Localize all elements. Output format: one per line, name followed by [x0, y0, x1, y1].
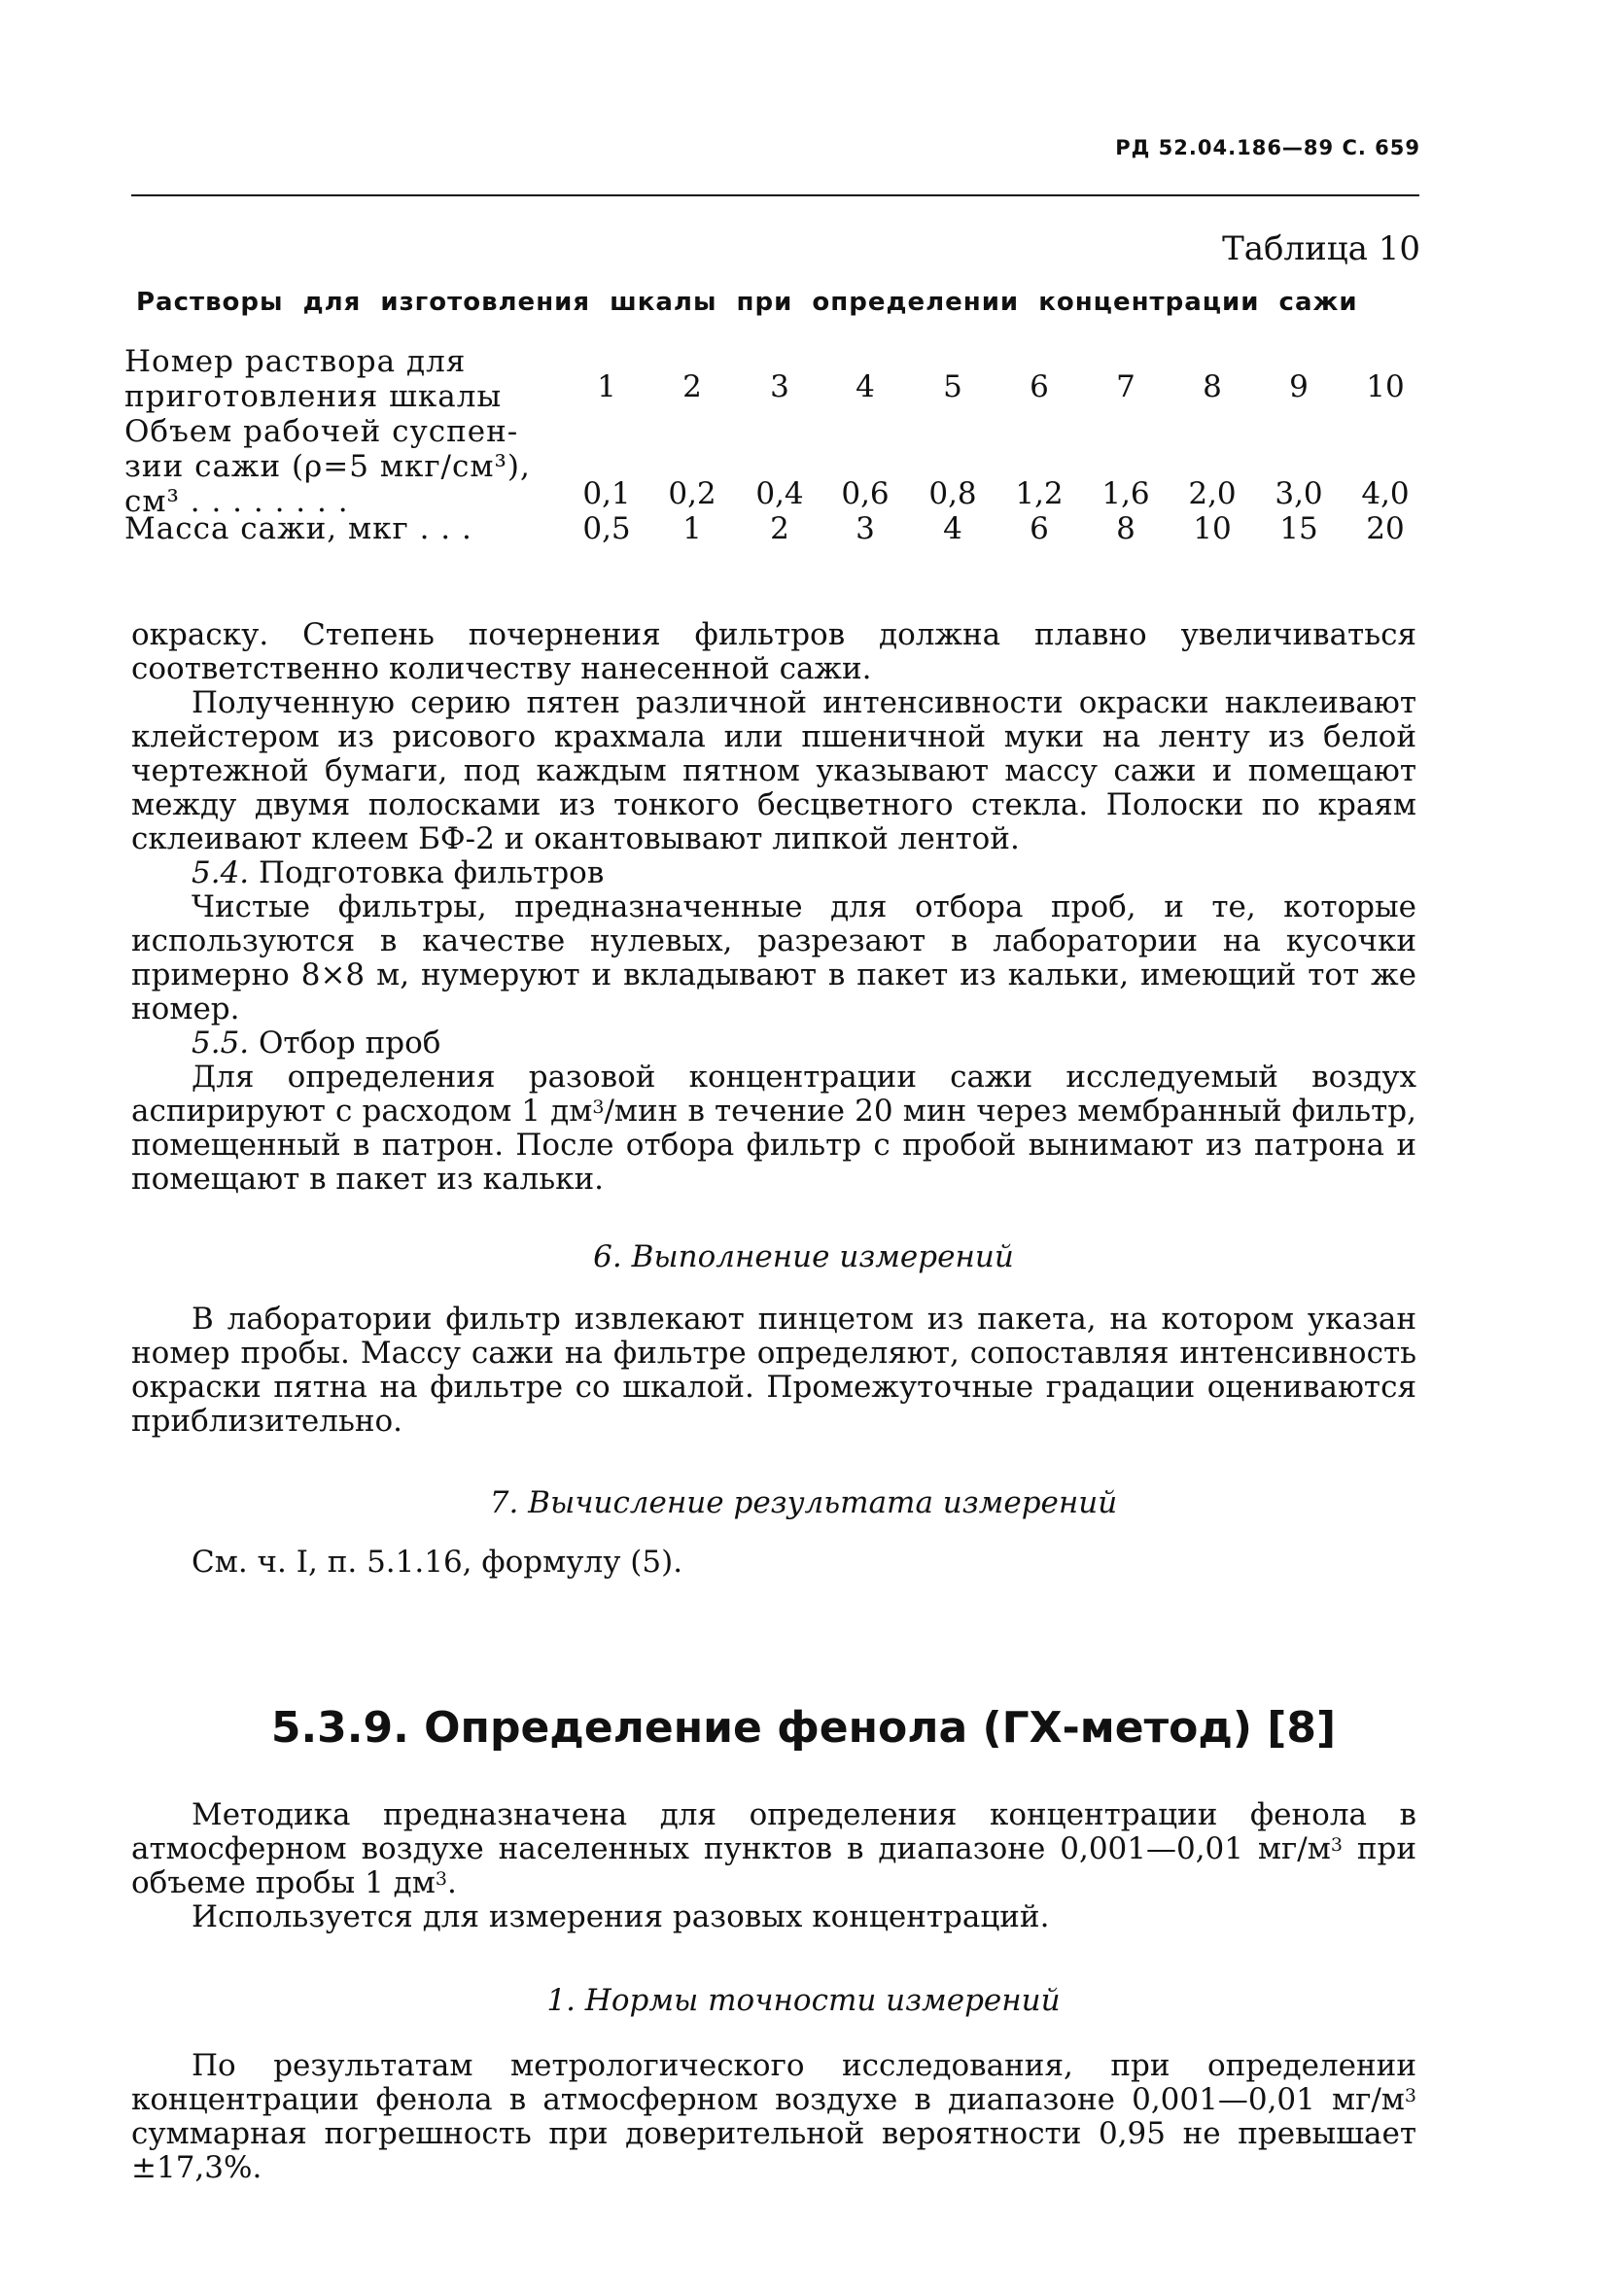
section-title-5-3-9: 5.3.9. Определение фенола (ГХ-метод) [8] — [270, 1703, 1337, 1753]
table-cell: 1 — [597, 369, 616, 404]
subheading-5-4 — [131, 856, 1416, 890]
body-text-block — [131, 2049, 1416, 2185]
paragraph — [131, 2049, 1416, 2185]
table-cell: 15 — [1279, 511, 1318, 546]
subheading-text: Подготовка фильтров — [249, 855, 605, 890]
table-cell: 1,2 — [1015, 476, 1064, 511]
body-text-block — [131, 618, 1416, 1197]
table-cell: 0,4 — [755, 476, 804, 511]
row-label-line: зии сажи (ρ=5 мкг/см³), — [124, 449, 531, 484]
table-cell: 3,0 — [1275, 476, 1323, 511]
table-cell: 2 — [770, 511, 789, 546]
text-run: при объеме пробы 1 дм — [131, 1831, 1416, 1900]
paragraph — [131, 1061, 1416, 1197]
paragraph: Полученную серию пятен различной интенсивности окраски наклеивают клейстером из рисового крахмала или пшеничной муки на ленту из белой чертежной бумаги, под каждым пятном указывают массу сажи и помещают между двумя полосками из тонкого бесцветного стекла. Полоски по краям склеивают клеем БФ-2 и окантовывают липкой лентой. — [131, 685, 1416, 856]
table-cell: 3 — [770, 369, 789, 404]
superscript: 3 — [1404, 2085, 1416, 2106]
row-label-line: Объем рабочей суспен- — [124, 414, 519, 449]
subheading-number: 5.4. — [192, 855, 250, 890]
table-cell: 0,5 — [582, 511, 631, 546]
paragraph — [131, 1798, 1416, 1900]
section-1-title: 1. Нормы точности измерений — [546, 1983, 1061, 2018]
table-cell: 10 — [1193, 511, 1232, 546]
text-run: суммарная погрешность при доверительной вероятности 0,95 не превышает ±17,3%. — [131, 2116, 1416, 2185]
text-run: /мин в течение 20 мин через мембранный фильтр, помещенный в патрон. После отбора фильтр с пробой вынимают из патрона и помещают в пакет из кальки. — [131, 1094, 1417, 1197]
paragraph: См. ч. I, п. 5.1.16, формулу (5). — [192, 1545, 683, 1580]
table-cell: 5 — [943, 369, 962, 404]
table-cell: 1 — [682, 511, 702, 546]
section-6-title: 6. Выполнение измерений — [593, 1239, 1014, 1274]
table-cell: 4 — [943, 511, 962, 546]
superscript: 3 — [435, 1868, 447, 1890]
table-cell: 10 — [1366, 369, 1405, 404]
table-number: Таблица 10 — [1222, 229, 1420, 268]
row-label-line: Масса сажи, мкг . . . — [124, 511, 472, 546]
table-cell: 0,6 — [841, 476, 890, 511]
table-cell: 2,0 — [1188, 476, 1237, 511]
text-run: Для определения разовой концентрации сажи исследуемый воздух аспирируют с расходом 1 дм — [131, 1060, 1416, 1129]
table-cell: 6 — [1030, 369, 1049, 404]
subheading-number: 5.5. — [192, 1026, 250, 1061]
table-cell: 6 — [1030, 511, 1049, 546]
text-run: Методика предназначена для определения концентрации фенола в атмосферном воздухе населенных пунктов в диапазоне 0,001—0,01 мг/м — [131, 1797, 1416, 1866]
table-cell: 4,0 — [1361, 476, 1410, 511]
table-cell: 3 — [856, 511, 875, 546]
row-label-line: см³ . . . . . . . . — [124, 484, 349, 519]
paragraph: Чистые фильтры, предназначенные для отбора проб, и те, которые используются в качестве нулевых, разрезают в лаборатории на кусочки примерно 8×8 м, нумеруют и вкладывают в пакет из кальки, имеющий тот же номер. — [131, 889, 1416, 1026]
paragraph: Используется для измерения разовых концентраций. — [192, 1899, 1050, 1934]
table-cell: 0,8 — [928, 476, 977, 511]
row-label-line: приготовления шкалы — [124, 379, 503, 414]
page-header: РД 52.04.186—89 С. 659 — [1115, 136, 1420, 159]
table-cell: 4 — [856, 369, 875, 404]
body-text-block — [131, 1546, 1416, 1580]
table-cell: 2 — [682, 369, 702, 404]
table-cell: 20 — [1366, 511, 1405, 546]
paragraph: В лаборатории фильтр извлекают пинцетом из пакета, на котором указан номер пробы. Массу сажи на фильтре определяют, сопоставляя интенсивность окраски пятна на фильтре со шкалой. Промежуточные градации оцениваются приблизительно. — [131, 1302, 1416, 1439]
text-run: . — [446, 1865, 457, 1900]
table-cell: 1,6 — [1101, 476, 1150, 511]
table-cell: 8 — [1116, 511, 1135, 546]
table-cell: 8 — [1203, 369, 1222, 404]
table-title: Растворы для изготовления шкалы при определении концентрации сажи — [136, 288, 1358, 317]
text-run: По результатам метрологического исследования, при определении концентрации фенола в атмосферном воздухе в диапазоне 0,001—0,01 мг/м — [131, 2048, 1416, 2117]
superscript: 3 — [592, 1096, 605, 1118]
section-7-title: 7. Вычисление результата измерений — [489, 1485, 1118, 1520]
header-rule — [131, 194, 1419, 196]
table-cell: 7 — [1116, 369, 1135, 404]
subheading-text: Отбор проб — [249, 1026, 441, 1061]
table-cell: 0,2 — [668, 476, 716, 511]
paragraph: окраску. Степень почернения фильтров должна плавно увеличиваться соответственно количеству нанесенной сажи. — [131, 617, 1416, 686]
row-label-suspension-volume — [124, 414, 533, 519]
body-text-block — [131, 1303, 1416, 1439]
row-label-solution-number — [124, 344, 533, 414]
table-cell: 0,1 — [582, 476, 631, 511]
subheading-5-5 — [131, 1026, 1416, 1061]
table-cell: 9 — [1289, 369, 1309, 404]
row-label-line: Номер раствора для — [124, 344, 467, 379]
body-text-block — [131, 1798, 1416, 1934]
superscript: 3 — [1330, 1834, 1343, 1856]
row-label-soot-mass — [124, 511, 533, 546]
